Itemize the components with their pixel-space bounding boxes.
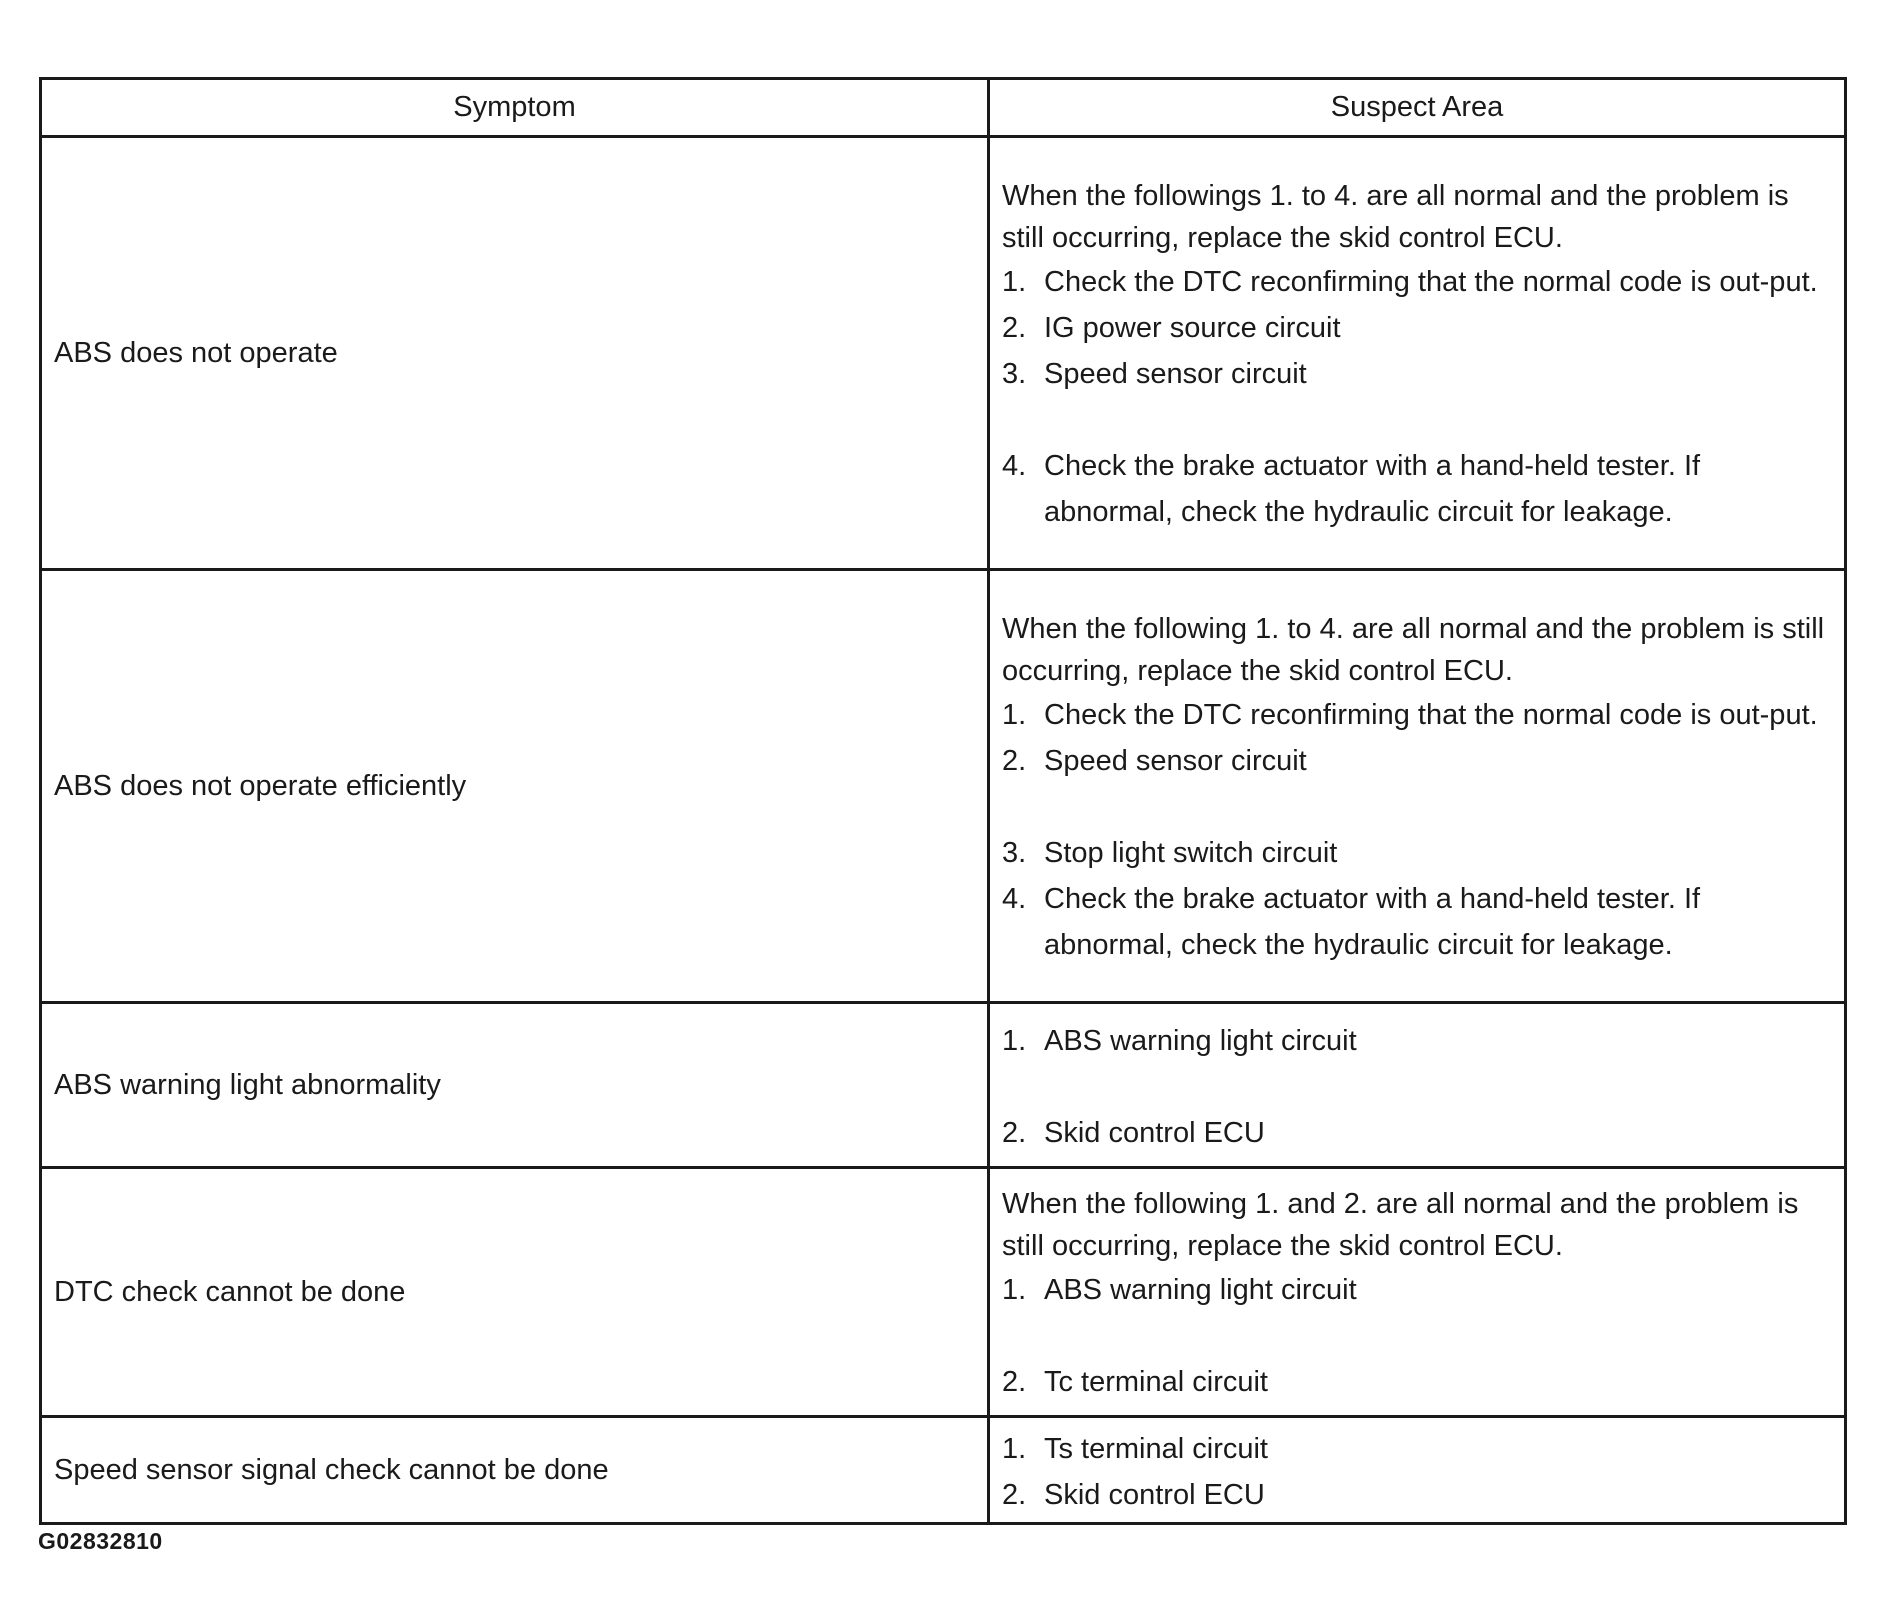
- table-row: [41, 1168, 1846, 1417]
- item-number: 3.: [1002, 837, 1027, 869]
- list-item: [1002, 443, 1832, 535]
- list-item: [1002, 351, 1832, 397]
- list-item: [1002, 1359, 1832, 1405]
- list-item: [1002, 876, 1832, 968]
- item-text: Stop light switch circuit: [1044, 837, 1338, 869]
- suspect-intro: When the following 1. and 2. are all normal and the problem is still occurring, replace the skid control ECU.: [1002, 1188, 1799, 1262]
- list-item: [1002, 692, 1832, 738]
- table-row: [41, 137, 1846, 570]
- item-text: Check the brake actuator with a hand-held tester. If abnormal, check the hydraulic circuit for leakage.: [1044, 883, 1701, 961]
- figure-code: G02832810: [38, 1528, 163, 1554]
- symptom-cell: ABS warning light abnormality: [41, 1003, 989, 1168]
- item-text: Tc terminal circuit: [1044, 1366, 1268, 1398]
- table-row: [41, 570, 1846, 1003]
- table-header-row: [41, 79, 1846, 137]
- item-number: 2.: [1002, 1117, 1027, 1149]
- suspect-intro: When the following 1. to 4. are all normal and the problem is still occurring, replace the skid control ECU.: [1002, 613, 1825, 687]
- suspect-intro: When the followings 1. to 4. are all normal and the problem is still occurring, replace the skid control ECU.: [1002, 180, 1789, 254]
- item-number: 2.: [1002, 312, 1027, 344]
- list-item: [1002, 738, 1832, 784]
- list-item: [1002, 1110, 1832, 1156]
- list-item: [1002, 259, 1832, 305]
- list-item: [1002, 305, 1832, 351]
- item-number: 4.: [1002, 450, 1027, 482]
- item-text: Check the brake actuator with a hand-held tester. If abnormal, check the hydraulic circuit for leakage.: [1044, 450, 1701, 528]
- item-text: ABS warning light circuit: [1044, 1274, 1357, 1306]
- item-number: 1.: [1002, 1433, 1027, 1465]
- symptom-cell: DTC check cannot be done: [41, 1168, 989, 1417]
- item-text: Ts terminal circuit: [1044, 1433, 1268, 1465]
- item-text: Skid control ECU: [1044, 1479, 1265, 1511]
- item-number: 2.: [1002, 1479, 1027, 1511]
- item-number: 3.: [1002, 358, 1027, 390]
- suspect-area-cell: [989, 1168, 1846, 1417]
- list-item: [1002, 1472, 1832, 1518]
- item-text: Speed sensor circuit: [1044, 358, 1307, 390]
- diagnosis-table: [39, 77, 1847, 1525]
- item-number: 1.: [1002, 266, 1027, 298]
- item-text: Speed sensor circuit: [1044, 745, 1307, 777]
- suspect-area-cell: [989, 570, 1846, 1003]
- item-number: 2.: [1002, 1366, 1027, 1398]
- table-row: [41, 1003, 1846, 1168]
- item-number: 4.: [1002, 883, 1027, 915]
- item-number: 2.: [1002, 745, 1027, 777]
- item-text: Check the DTC reconfirming that the normal code is out-put.: [1044, 699, 1818, 731]
- item-text: ABS warning light circuit: [1044, 1025, 1357, 1057]
- list-item: [1002, 1426, 1832, 1472]
- suspect-area-cell: [989, 1003, 1846, 1168]
- list-item: [1002, 830, 1832, 876]
- suspect-area-cell: [989, 1417, 1846, 1524]
- header-suspect-area: Suspect Area: [989, 79, 1846, 137]
- list-item: [1002, 1267, 1832, 1313]
- symptom-cell: ABS does not operate: [41, 137, 989, 570]
- item-text: Check the DTC reconfirming that the normal code is out-put.: [1044, 266, 1818, 298]
- list-item: [1002, 1018, 1832, 1064]
- symptom-cell: Speed sensor signal check cannot be done: [41, 1417, 989, 1524]
- symptom-cell: ABS does not operate efficiently: [41, 570, 989, 1003]
- item-text: IG power source circuit: [1044, 312, 1341, 344]
- item-number: 1.: [1002, 1025, 1027, 1057]
- item-number: 1.: [1002, 699, 1027, 731]
- suspect-area-cell: [989, 137, 1846, 570]
- item-number: 1.: [1002, 1274, 1027, 1306]
- table-row: [41, 1417, 1846, 1524]
- item-text: Skid control ECU: [1044, 1117, 1265, 1149]
- header-symptom: Symptom: [41, 79, 989, 137]
